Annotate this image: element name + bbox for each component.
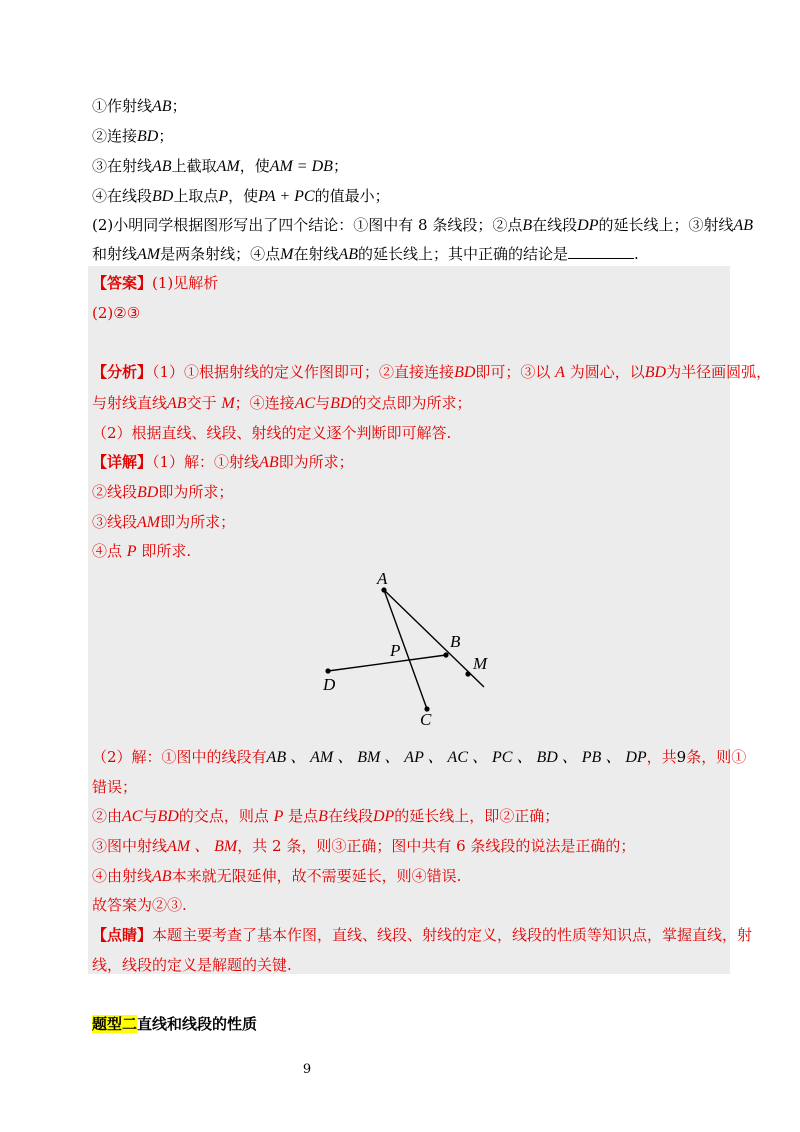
text: （2）解：①图中的线段有	[92, 748, 267, 766]
question-2-line-2	[92, 244, 730, 265]
point-M	[465, 671, 470, 676]
text: ②连接	[92, 127, 138, 145]
answer-blank	[568, 244, 634, 259]
label-B: B	[450, 632, 461, 651]
page-number: 9	[302, 1062, 312, 1077]
text: 错误；	[92, 778, 138, 796]
math: AM = DB	[269, 158, 333, 175]
text: ，共	[646, 748, 677, 766]
geometry-figure	[310, 565, 510, 735]
text: ④点	[92, 542, 127, 560]
answer-line-2	[92, 303, 730, 323]
math: BD	[137, 128, 159, 145]
math: A	[555, 364, 565, 381]
text: ④由射线	[92, 867, 153, 885]
text: 故答案为②③.	[92, 896, 187, 914]
detail-label: 【详解】	[92, 453, 153, 471]
detail-line-1	[92, 452, 730, 473]
detail-line-2	[92, 482, 730, 503]
text: ；	[332, 157, 348, 175]
math: AB 、 AM 、 BM 、 AP 、 AC 、 PC 、 BD 、 PB 、 DP	[266, 749, 647, 766]
math: DP	[372, 808, 395, 825]
text: 即可；③以	[475, 363, 556, 381]
text: ③线段	[92, 513, 138, 531]
step-1	[92, 96, 730, 117]
math: AB	[152, 158, 172, 175]
part2-line-3	[92, 806, 730, 827]
section-title-text: 直线和线段的性质	[137, 1015, 258, 1033]
comment-line-2	[92, 955, 730, 975]
text: 本题主要考查了基本作图，直线、线段、射线的定义，线段的性质等知识点，掌握直线，射	[152, 926, 753, 944]
text: ，共 2 条，则③正确；图中共有 6 条线段的说法是正确的；	[237, 837, 636, 855]
part2-line-6	[92, 895, 730, 915]
text: ③图中射线	[92, 837, 168, 855]
detail-line-3	[92, 512, 730, 533]
math: AB	[167, 395, 187, 412]
text: 的延长线上；③射线	[598, 216, 734, 234]
text: 即为所求；	[158, 483, 234, 501]
math: P	[218, 188, 229, 205]
text: 的交点，则点	[178, 807, 274, 825]
math: B	[318, 808, 328, 825]
answer-line-1	[92, 273, 730, 293]
text: ；④连接	[234, 394, 295, 412]
text: 在线段	[532, 216, 578, 234]
math: M	[280, 246, 294, 263]
math: AB	[259, 454, 279, 471]
text: （1）①根据射线的定义作图即可；②直接连接	[152, 363, 455, 381]
math: AB	[152, 868, 172, 885]
math: BD	[152, 188, 174, 205]
text: 为半径画圆弧，	[666, 363, 772, 381]
text: .	[634, 245, 639, 263]
math: B	[522, 217, 533, 234]
text: ③在射线	[92, 157, 153, 175]
text: ，使	[239, 157, 270, 175]
math: BD	[157, 808, 179, 825]
part2-line-4	[92, 836, 730, 857]
text: 的交点即为所求；	[351, 394, 472, 412]
text: ②线段	[92, 483, 138, 501]
text: ；	[171, 97, 187, 115]
comment-label: 【点睛】	[92, 926, 153, 944]
label-D: D	[323, 675, 336, 694]
analysis-line-1	[92, 362, 772, 383]
answer-label: 【答案】	[92, 274, 153, 292]
part2-line-5	[92, 866, 730, 887]
math: BD	[454, 364, 476, 381]
math: P	[273, 808, 284, 825]
text: （1）解：①射线	[152, 453, 260, 471]
text: 即所求.	[136, 542, 192, 560]
math: 9	[676, 748, 687, 766]
text: 的延长线上；其中正确的结论是	[358, 245, 569, 263]
label-C: C	[420, 710, 432, 729]
text: 在线段	[327, 807, 373, 825]
math: DP	[577, 217, 599, 234]
point-D	[325, 668, 330, 673]
math: AC	[294, 395, 316, 412]
text: 即为所求；	[278, 453, 354, 471]
text: 上取点	[173, 187, 219, 205]
text: 的延长线上，即②正确；	[394, 807, 560, 825]
math: AM	[216, 158, 240, 175]
section-highlight: 题型二	[92, 1015, 138, 1033]
detail-line-4	[92, 541, 730, 562]
section-heading	[92, 1013, 257, 1034]
label-A: A	[377, 569, 388, 588]
math: M	[221, 395, 235, 412]
part2-line-1	[92, 747, 747, 768]
text: ①作射线	[92, 97, 153, 115]
text: 即为所求；	[160, 513, 236, 531]
text: 是点	[283, 807, 319, 825]
analysis-line-3	[92, 423, 730, 443]
text: 与	[315, 394, 331, 412]
math: BD	[330, 395, 352, 412]
text: 与射线直线	[92, 394, 168, 412]
text: (2)②③	[92, 304, 141, 322]
question-2-line-1	[92, 215, 754, 236]
text: ；	[158, 127, 174, 145]
text: 和射线	[92, 245, 138, 263]
text: 是两条射线；④点	[160, 245, 281, 263]
text: (2)小明同学根据图形写出了四个结论：①图中有 8 条线段；②点	[92, 216, 523, 234]
math: PA + PC	[258, 188, 315, 205]
text: 与	[142, 807, 158, 825]
text: 条，则①	[686, 748, 747, 766]
math: AB	[338, 246, 359, 263]
analysis-line-2	[92, 393, 730, 414]
part2-line-2	[92, 777, 730, 797]
text: 上截取	[171, 157, 217, 175]
label-M: M	[473, 654, 488, 673]
math: BD	[137, 484, 159, 501]
math: AM	[137, 514, 161, 531]
math: AM	[137, 246, 161, 263]
math: AC	[122, 808, 143, 825]
analysis-label: 【分析】	[92, 363, 153, 381]
point-B	[443, 652, 448, 657]
segment-DB	[328, 655, 446, 671]
step-2	[92, 126, 730, 147]
point-A	[381, 587, 386, 592]
text: 为圆心，以	[564, 363, 645, 381]
math: BD	[644, 364, 667, 381]
text: 交于	[186, 394, 222, 412]
text: ，使	[228, 187, 259, 205]
text: （2）根据直线、线段、射线的定义逐个判断即可解答.	[92, 424, 452, 442]
step-4	[92, 186, 730, 207]
text: 本来就无限延伸，故不需要延长，则④错误.	[171, 867, 462, 885]
text: 线，线段的定义是解题的关键.	[92, 956, 292, 974]
math: P	[126, 543, 137, 560]
text: ②由	[92, 807, 123, 825]
label-P: P	[390, 641, 401, 660]
math: AM 、 BM	[167, 838, 238, 855]
text: 在射线	[293, 245, 339, 263]
text: 的值最小；	[314, 187, 390, 205]
comment-line-1	[92, 925, 753, 945]
text: ④在线段	[92, 187, 153, 205]
math: AB	[733, 217, 754, 234]
math: AB	[152, 98, 172, 115]
text: (1)见解析	[152, 274, 219, 292]
step-3	[92, 156, 730, 177]
